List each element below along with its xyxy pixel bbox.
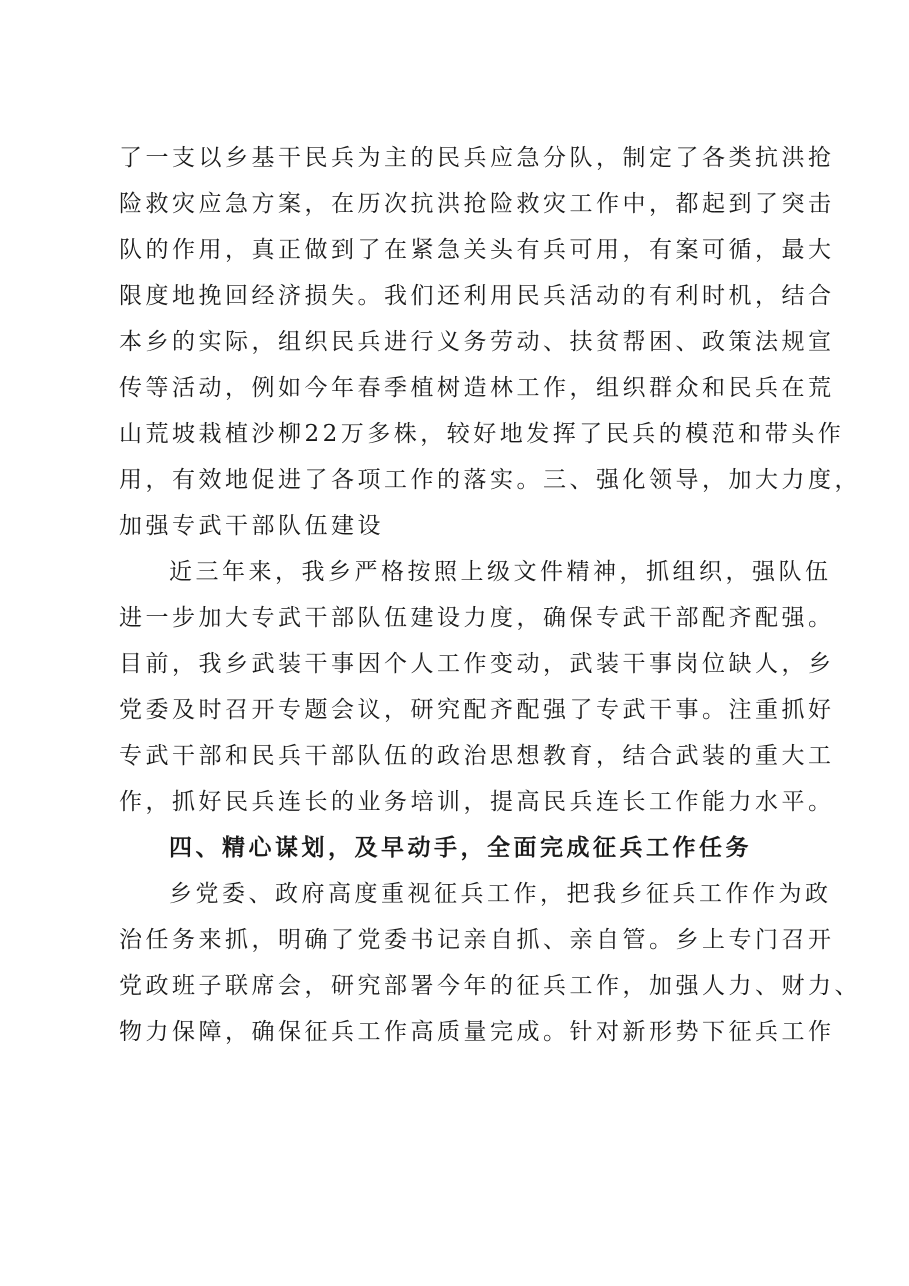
text-line: 了一支以乡基干民兵为主的民兵应急分队，制定了各类抗洪抢 [119,145,835,171]
text-line: 险救灾应急方案，在历次抗洪抢险救灾工作中，都起到了突击 [119,191,835,217]
text-line: 传等活动，例如今年春季植树造林工作，组织群众和民兵在荒 [119,375,835,401]
text-line: 用，有效地促进了各项工作的落实。三、强化领导，加大力度， [119,467,861,493]
text-line: 限度地挽回经济损失。我们还利用民兵活动的有利时机，结合 [119,283,835,309]
text-line: 本乡的实际，组织民兵进行义务劳动、扶贫帮困、政策法规宣 [119,329,835,355]
section-heading-3: 加强专武干部队伍建设 [119,513,384,539]
text-line: 作，抓好民兵连长的业务培训，提高民兵连长工作能力水平。 [119,789,835,815]
paragraph-start: 近三年来，我乡严格按照上级文件精神，抓组织，强队伍 [169,559,832,585]
text-line: 治任务来抓，明确了党委书记亲自抓、亲自管。乡上专门召开 [119,927,835,953]
text-line: 目前，我乡武装干事因个人工作变动，武装干事岗位缺人，乡 [119,651,835,677]
text-line: 进一步加大专武干部队伍建设力度，确保专武干部配齐配强。 [119,605,835,631]
text-line: 队的作用，真正做到了在紧急关头有兵可用，有案可循，最大 [119,237,835,263]
section-heading-4: 四、精心谋划，及早动手，全面完成征兵工作任务 [169,834,752,861]
text-line: 专武干部和民兵干部队伍的政治思想教育，结合武装的重大工 [119,743,835,769]
text-line: 物力保障，确保征兵工作高质量完成。针对新形势下征兵工作 [119,1019,835,1045]
text-line: 党委及时召开专题会议，研究配齐配强了专武干事。注重抓好 [119,697,835,723]
text-line: 党政班子联席会，研究部署今年的征兵工作，加强人力、财力、 [119,973,861,999]
text-line: 山荒坡栽植沙柳22万多株，较好地发挥了民兵的模范和带头作 [119,421,845,447]
paragraph-start: 乡党委、政府高度重视征兵工作，把我乡征兵工作作为政 [169,881,832,907]
